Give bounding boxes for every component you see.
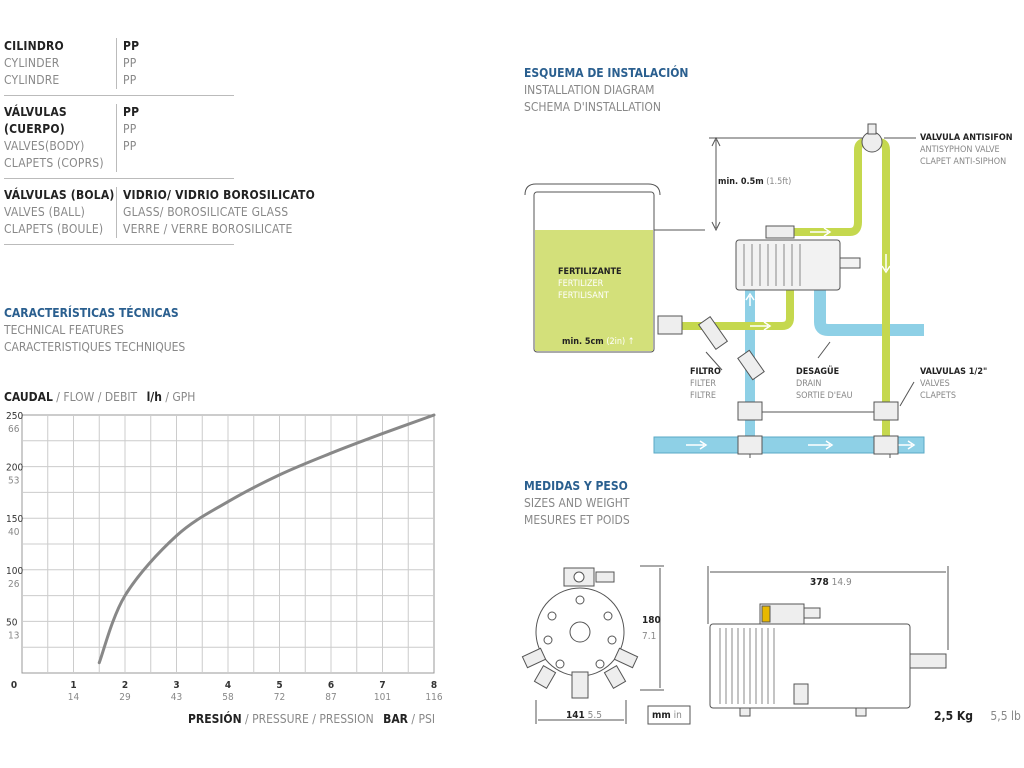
valv-en: VALVES <box>920 379 950 389</box>
antisiphon-valve <box>862 132 882 152</box>
x-tick-psi-label: 43 <box>170 692 183 703</box>
length-mm: 378 <box>810 577 829 588</box>
x-tick-label: 2 <box>121 680 129 691</box>
weight-lb: 5,5 lb <box>990 709 1021 723</box>
valv-es: VALVULAS 1/2" <box>920 367 988 377</box>
value-en: PP <box>123 56 137 70</box>
filter-label <box>690 366 721 402</box>
valves-leader <box>900 382 914 406</box>
label-fr: CLAPETS (COPRS) <box>4 156 104 170</box>
unit-mm: mm <box>652 710 671 721</box>
drain-label <box>796 366 853 402</box>
x-tick-label: 0 <box>10 680 18 691</box>
units-legend <box>652 709 682 722</box>
y-tick-label: 50 <box>6 617 18 629</box>
flow-unit2: / GPH <box>161 390 196 404</box>
fert-fr: FERTILISANT <box>558 291 609 301</box>
install-es: ESQUEMA DE INSTALACIÓN <box>524 66 689 80</box>
pump-side-view <box>710 604 946 716</box>
value-en: GLASS/ BOROSILICATE GLASS <box>123 205 289 219</box>
anti-fr: CLAPET ANTI-SIPHON <box>920 157 1007 167</box>
x-tick-psi-label: 14 <box>67 692 80 703</box>
tank-outlet <box>658 316 682 334</box>
height-mm: 180 <box>642 615 661 626</box>
suction-pipe <box>680 288 790 326</box>
flow-rest: / FLOW / DEBIT <box>52 390 138 404</box>
y-tick-gph-label: 40 <box>8 527 20 539</box>
x-tick-label: 7 <box>379 680 386 691</box>
pressure-unit: BAR <box>383 712 408 726</box>
filtro-es: FILTRO <box>690 367 721 377</box>
filtro-en: FILTER <box>690 379 716 389</box>
min05-label <box>718 176 791 188</box>
weight-kg: 2,5 Kg <box>934 709 973 723</box>
filtro-fr: FILTRE <box>690 391 716 401</box>
value-es: PP <box>123 39 140 53</box>
y-tick-label: 250 <box>6 411 24 422</box>
label-fr: CLAPETS (BOULE) <box>4 222 104 236</box>
valve-left <box>738 402 762 420</box>
min5-in: (2in) <box>606 337 626 347</box>
tech-fr: CARACTERISTIQUES TECHNIQUES <box>4 340 186 354</box>
up-arrow-icon: ↑ <box>627 337 635 347</box>
desague-fr: SORTIE D'EAU <box>796 391 853 401</box>
value-fr: PP <box>123 139 137 153</box>
x-tick-label: 5 <box>276 680 283 691</box>
x-tick-psi-label: 87 <box>325 692 337 703</box>
pump-front-view <box>522 568 637 698</box>
width-mm: 141 <box>566 710 585 721</box>
y-tick-label: 150 <box>6 514 24 526</box>
desague-en: DRAIN <box>796 379 822 389</box>
label-es: VÁLVULAS (CUERPO) <box>4 105 67 136</box>
y-tick-label: 200 <box>6 462 24 474</box>
x-tick-psi-label: 101 <box>373 692 392 703</box>
y-tick-gph-label: 26 <box>8 578 20 590</box>
x-tick-psi-label: 116 <box>425 692 443 703</box>
pressure-es: PRESIÓN <box>188 712 242 726</box>
install-en: INSTALLATION DIAGRAM <box>524 83 655 97</box>
value-en: PP <box>123 122 137 136</box>
min5: min. 5cm <box>562 337 604 347</box>
length-in: 14.9 <box>831 577 852 588</box>
valv-fr: CLAPETS <box>920 391 956 401</box>
x-tick-label: 8 <box>430 680 438 691</box>
x-tick-psi-label: 29 <box>119 692 131 703</box>
weight <box>934 708 1021 725</box>
valves-label <box>920 366 987 402</box>
length-dim <box>810 576 852 589</box>
width-dim <box>566 709 602 722</box>
filter <box>699 317 728 350</box>
fert-en: FERTILIZER <box>558 279 604 289</box>
drain-pipe <box>820 288 924 330</box>
width-in: 5.5 <box>587 710 602 721</box>
install-fr: SCHEMA D'INSTALLATION <box>524 100 661 114</box>
injection-connector <box>766 226 794 238</box>
flow-unit: l/h <box>146 390 162 404</box>
tech-es: CARACTERÍSTICAS TÉCNICAS <box>4 306 179 320</box>
value-es: VIDRIO/ VIDRIO BOROSILICATO <box>123 188 315 202</box>
label-es: CILINDRO <box>4 39 64 53</box>
y-tick-gph-label: 53 <box>8 475 20 487</box>
sizes-en: SIZES AND WEIGHT <box>524 496 630 510</box>
flow-es: CAUDAL <box>4 390 53 404</box>
x-tick-psi-label: 72 <box>273 692 286 703</box>
x-tick-label: 3 <box>173 680 180 691</box>
drain-leader <box>818 342 830 358</box>
label-fr: CYLINDRE <box>4 73 60 87</box>
unit-in: in <box>673 710 682 721</box>
min05: min. 0.5m <box>718 177 764 187</box>
y-tick-label: 100 <box>6 565 24 577</box>
min5-label <box>562 336 635 348</box>
anti-en: ANTISYPHON VALVE <box>920 145 1000 155</box>
y-tick-gph-label: 13 <box>8 630 20 642</box>
valve-right <box>874 402 898 420</box>
pressure-unit2: / PSI <box>408 712 436 726</box>
height-in: 7.1 <box>642 631 657 642</box>
min05-ft: (1.5ft) <box>766 177 792 187</box>
fertilizer-label <box>558 266 622 302</box>
label-en: VALVES (BALL) <box>4 205 86 219</box>
value-fr: PP <box>123 73 137 87</box>
value-es: PP <box>123 105 140 119</box>
value-fr: VERRE / VERRE BOROSILICATE <box>123 222 293 236</box>
label-en: VALVES(BODY) <box>4 139 85 153</box>
antisiphon-label <box>920 132 1013 168</box>
label-es: VÁLVULAS (BOLA) <box>4 188 115 202</box>
fert-es: FERTILIZANTE <box>558 267 622 277</box>
x-tick-label: 4 <box>224 680 232 691</box>
label-en: CYLINDER <box>4 56 60 70</box>
x-tick-psi-label: 58 <box>222 692 234 703</box>
desague-es: DESAGÜE <box>796 367 840 377</box>
x-tick-label: 6 <box>327 680 335 691</box>
tech-en: TECHNICAL FEATURES <box>4 323 124 337</box>
filter-2 <box>738 350 764 379</box>
pressure-rest: / PRESSURE / PRESSION <box>241 712 374 726</box>
height-dim <box>642 614 661 643</box>
x-tick-label: 1 <box>70 680 77 691</box>
sizes-fr: MESURES ET POIDS <box>524 513 630 527</box>
sizes-es: MEDIDAS Y PESO <box>524 479 628 493</box>
y-tick-gph-label: 66 <box>8 424 20 435</box>
anti-es: VALVULA ANTISIFON <box>920 133 1013 143</box>
sizes-heading <box>524 478 630 529</box>
